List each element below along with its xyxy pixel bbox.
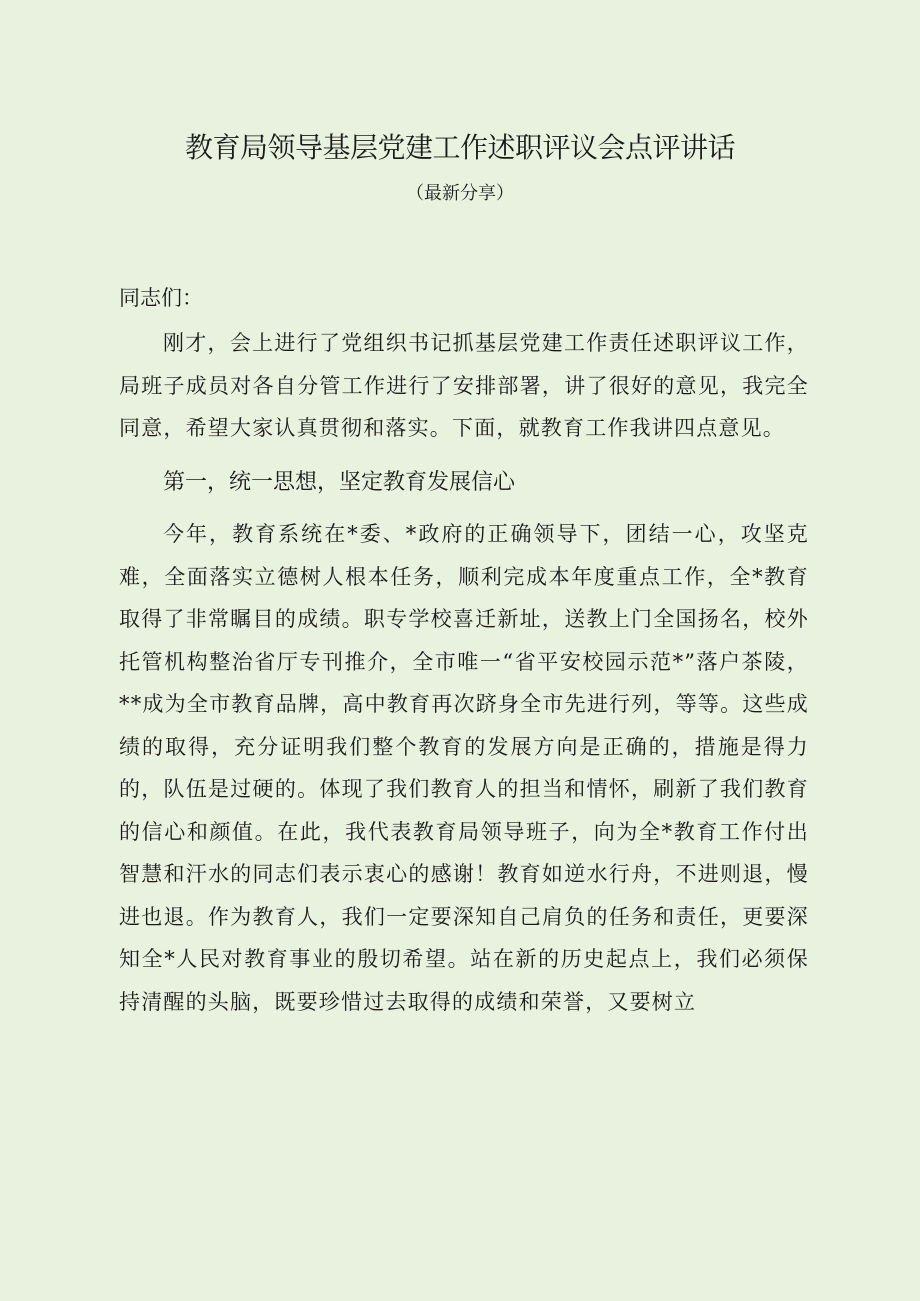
document-title: 教育局领导基层党建工作述职评议会点评讲话 (184, 131, 735, 164)
salutation: 同志们： (119, 286, 203, 310)
document-subtitle: （最新分享） (406, 183, 514, 204)
paragraph-intro: 刚才，会上进行了党组织书记抓基层党建工作责任述职评议工作，局班子成员对各自分管工作进行了安排部署，讲了很好的意见，我完全同意，希望大家认真贯彻和落实。下面，就教育工作我讲四点意见。 (119, 331, 809, 440)
paragraph-body: 今年，教育系统在*委、*政府的正确领导下，团结一心，攻坚克难，全面落实立德树人根本任务，顺利完成本年度重点工作，全*教育取得了非常瞩目的成绩。职专学校喜迁新址，送教上门全国扬名，校外托管机构整治省厅专刊推介，全市唯一“省平安校园示范*”落户茶陵，**成为全市教育品牌，高中教育再次跻身全市先进行列，等等。这些成绩的取得，充分证明我们整个教育的发展方向是正确的，措施是得力的，队伍是过硬的。体现了我们教育人的担当和情怀，刷新了我们教育的信心和颜值。在此，我代表教育局领导班子，向为全*教育工作付出智慧和汗水的同志们表示衷心的感谢！教育如逆水行舟，不进则退，慢进也退。作为教育人，我们一定要深知自己肩负的任务和责任，更要深知全*人民对教育事业的殷切希望。站在新的历史起点上，我们必须保持清醒的头脑，既要珍惜过去取得的成绩和荣誉，又要树立 (119, 522, 809, 1014)
section-heading: 第一，统一思想，坚定教育发展信心 (163, 470, 516, 495)
